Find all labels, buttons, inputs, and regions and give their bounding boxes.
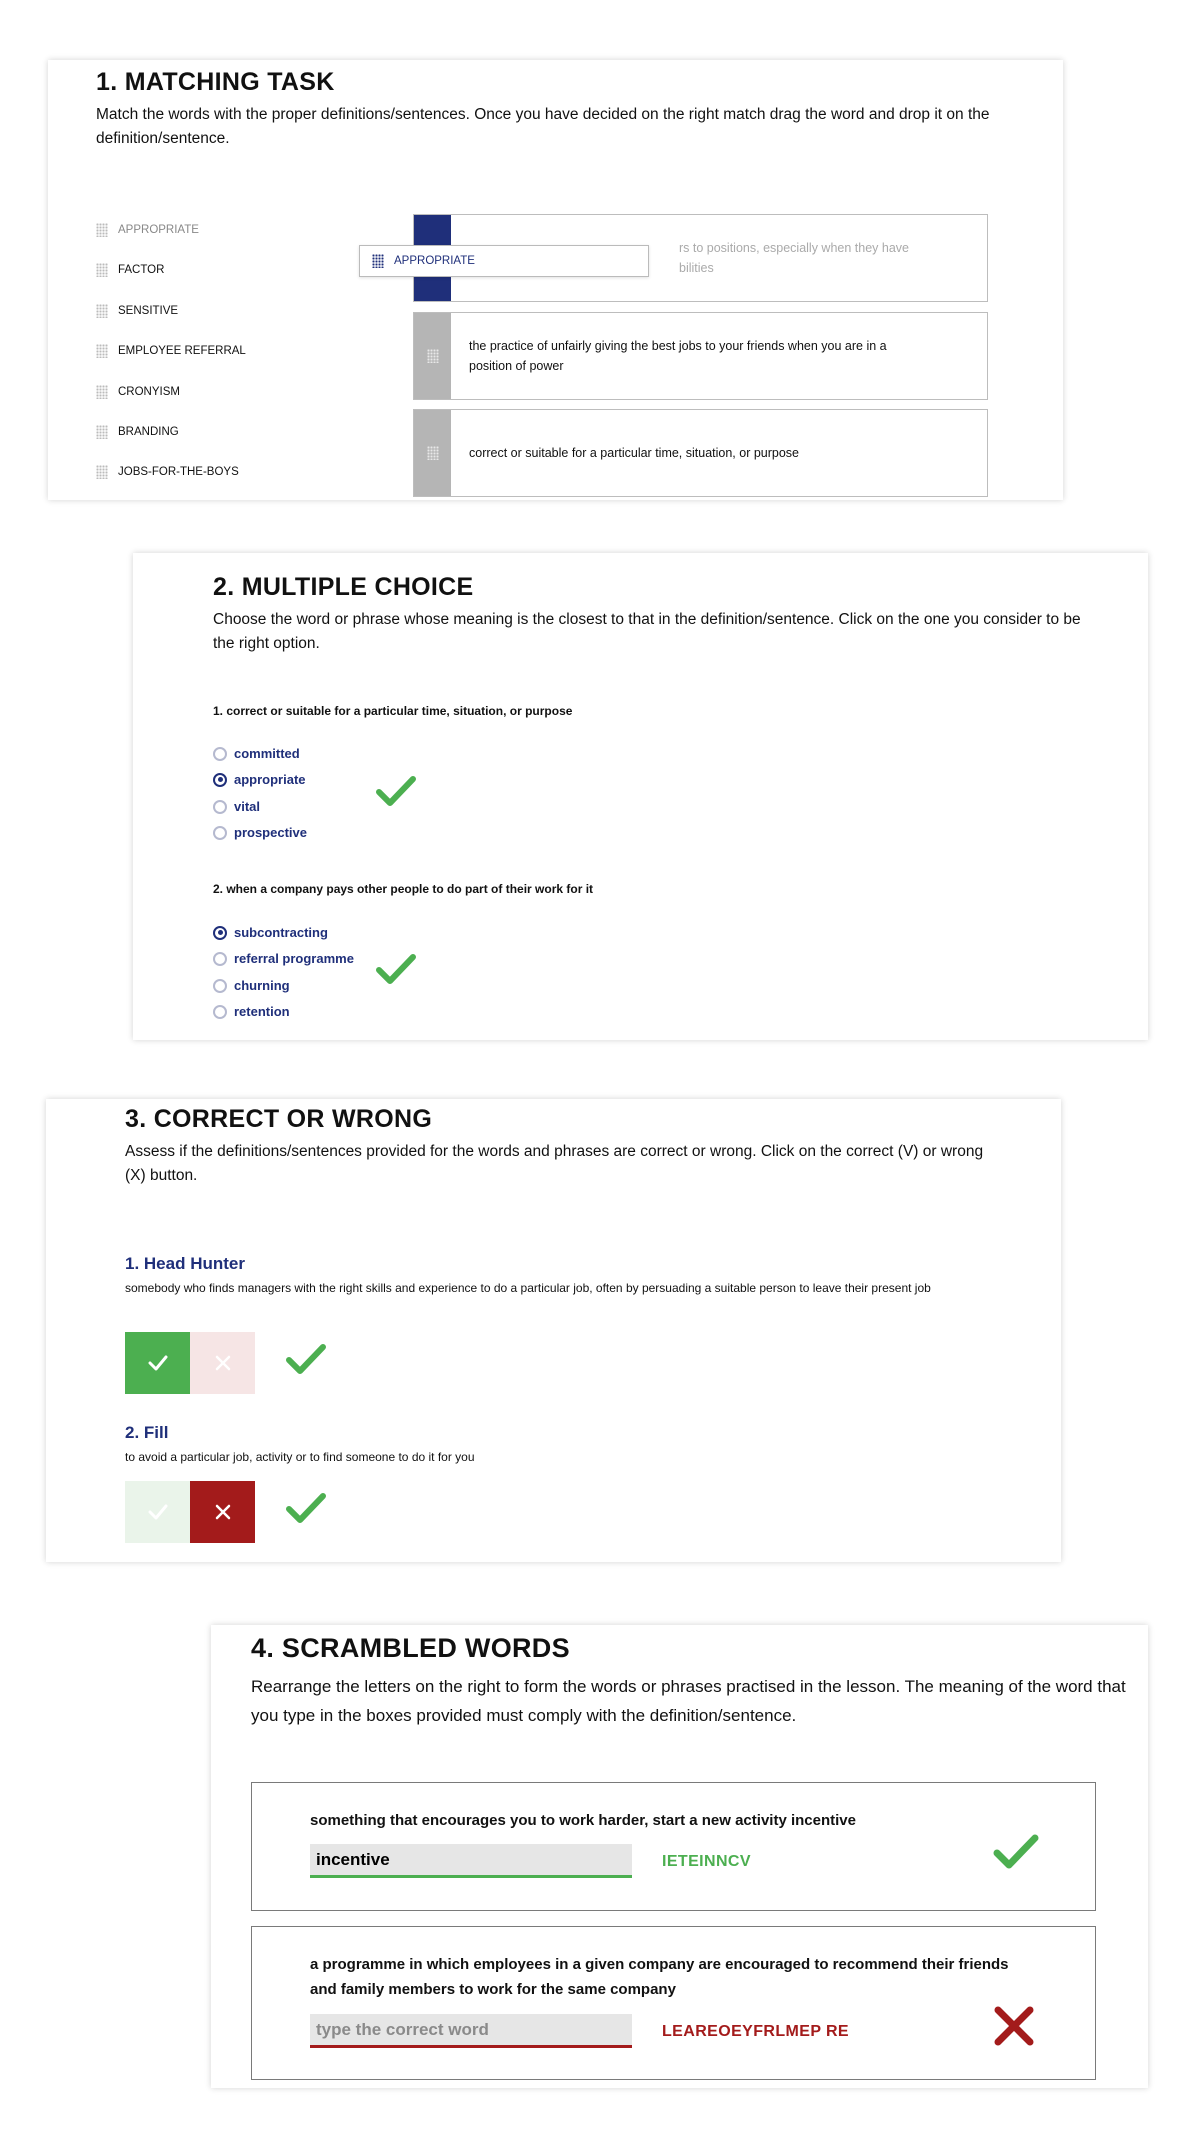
scrambled-letters: LEAREOEYFRLMEP RE xyxy=(662,2023,849,2040)
section-instructions: Rearrange the letters on the right to form the words or phrases practised in the lesson. The meaning of the word that you type in the boxes provided must comply with the definition/sentence. xyxy=(251,1677,1126,1725)
draggable-word[interactable]: CRONYISM xyxy=(96,385,180,399)
matching-task-card xyxy=(48,60,1063,500)
check-icon xyxy=(148,1355,168,1371)
drop-handle xyxy=(414,410,451,496)
section-title: 1. MATCHING TASK xyxy=(96,68,335,96)
radio-option[interactable]: vital xyxy=(213,799,260,814)
correct-button[interactable] xyxy=(125,1481,190,1543)
radio-button[interactable] xyxy=(213,773,227,787)
check-icon xyxy=(285,1343,327,1377)
multiple-choice-card xyxy=(133,553,1148,1040)
grip-icon xyxy=(427,349,439,363)
item-definition: somebody who finds managers with the right skills and experience to do a particular job, often by persuading a suitable person to leave their present job xyxy=(125,1281,931,1295)
item-title: 2. Fill xyxy=(125,1423,169,1442)
radio-button[interactable] xyxy=(213,800,227,814)
section-title: 3. CORRECT OR WRONG xyxy=(125,1105,433,1133)
scrambled-words-card xyxy=(211,1625,1148,2088)
radio-button[interactable] xyxy=(213,926,227,940)
question-label: 2. when a company pays other people to do part of their work for it xyxy=(213,882,594,896)
section-title: 4. SCRAMBLED WORDS xyxy=(251,1633,570,1663)
radio-option[interactable]: referral programme xyxy=(213,951,354,966)
check-icon xyxy=(992,1833,1040,1873)
item-title: 1. Head Hunter xyxy=(125,1254,245,1273)
grip-icon xyxy=(427,446,439,460)
section-instructions: Assess if the definitions/sentences provided for the words and phrases are correct or wrong. Click on the correct (V) or wrong (X) button. xyxy=(125,1143,984,1184)
definition-text: the practice of unfairly giving the best jobs to your friends when you are in a position of power xyxy=(469,339,887,373)
definition-text: rs to positions, especially when they have bilities xyxy=(679,241,909,275)
wrong-button[interactable] xyxy=(190,1332,255,1394)
section-instructions: Match the words with the proper definitions/sentences. Once you have decided on the right match drag the word and drop it on the definition/sentence. xyxy=(96,106,990,147)
grip-icon xyxy=(96,465,108,479)
radio-option[interactable]: churning xyxy=(213,978,290,993)
section-title: 2. MULTIPLE CHOICE xyxy=(213,573,474,601)
draggable-word[interactable]: EMPLOYEE REFERRAL xyxy=(96,344,246,358)
cross-icon xyxy=(214,1354,232,1372)
scrambled-letters: IETEINNCV xyxy=(662,1853,751,1870)
grip-icon xyxy=(96,385,108,399)
drop-handle xyxy=(414,313,451,399)
answer-input[interactable] xyxy=(310,2014,632,2048)
radio-option[interactable]: prospective xyxy=(213,825,307,840)
answer-input[interactable] xyxy=(310,1844,632,1878)
cross-icon xyxy=(992,2004,1036,2048)
definition-drop-zone[interactable] xyxy=(413,409,988,497)
item-definition: to avoid a particular job, activity or to find someone to do it for you xyxy=(125,1450,475,1464)
grip-icon xyxy=(96,304,108,318)
scrambled-item xyxy=(251,1926,1096,2080)
radio-button[interactable] xyxy=(213,1005,227,1019)
question-label: 1. correct or suitable for a particular time, situation, or purpose xyxy=(213,704,573,718)
draggable-word[interactable]: BRANDING xyxy=(96,425,179,439)
radio-button[interactable] xyxy=(213,826,227,840)
grip-icon xyxy=(96,425,108,439)
check-icon xyxy=(285,1492,327,1526)
definition-text: correct or suitable for a particular time, situation, or purpose xyxy=(469,446,800,460)
dragging-word-chip[interactable]: APPROPRIATE xyxy=(359,245,649,277)
cross-icon xyxy=(214,1503,232,1521)
draggable-word[interactable]: APPROPRIATE xyxy=(96,223,199,237)
wrong-button[interactable] xyxy=(190,1481,255,1543)
radio-button[interactable] xyxy=(213,952,227,966)
radio-button[interactable] xyxy=(213,979,227,993)
correct-or-wrong-card xyxy=(46,1099,1061,1562)
radio-button[interactable] xyxy=(213,747,227,761)
draggable-word[interactable]: FACTOR xyxy=(96,263,164,277)
grip-icon xyxy=(96,223,108,237)
draggable-word[interactable]: SENSITIVE xyxy=(96,304,178,318)
grip-icon xyxy=(96,344,108,358)
grip-icon xyxy=(372,254,384,268)
item-definition: a programme in which employees in a given company are encouraged to recommend their friends and family members to work for the same company xyxy=(310,1956,1009,1998)
radio-option[interactable]: appropriate xyxy=(213,772,306,787)
radio-option[interactable]: retention xyxy=(213,1004,290,1019)
grip-icon xyxy=(96,263,108,277)
definition-drop-zone[interactable] xyxy=(413,312,988,400)
check-icon xyxy=(148,1504,168,1520)
radio-option[interactable]: committed xyxy=(213,746,300,761)
scrambled-item xyxy=(251,1782,1096,1911)
check-icon xyxy=(375,953,417,987)
item-definition: something that encourages you to work harder, start a new activity incentive xyxy=(310,1812,856,1829)
draggable-word[interactable]: JOBS-FOR-THE-BOYS xyxy=(96,465,239,479)
check-icon xyxy=(375,775,417,809)
section-instructions: Choose the word or phrase whose meaning is the closest to that in the definition/sentence. Click on the one you consider to be the right option. xyxy=(213,611,1081,652)
radio-option[interactable]: subcontracting xyxy=(213,925,328,940)
correct-button[interactable] xyxy=(125,1332,190,1394)
